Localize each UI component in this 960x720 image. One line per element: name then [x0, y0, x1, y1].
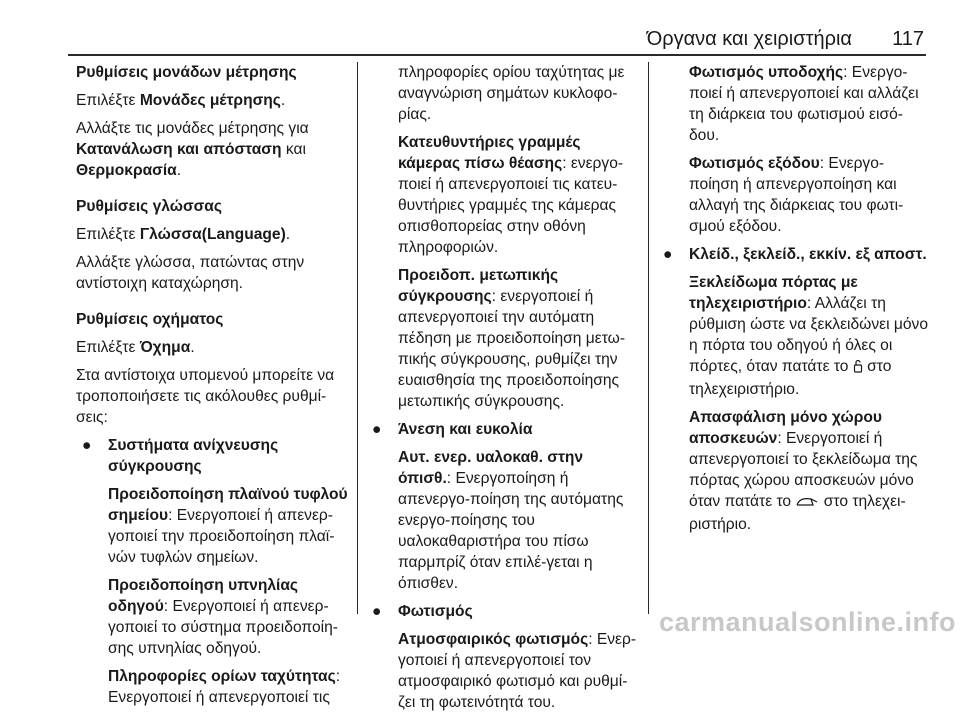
- column-1: [76, 62, 348, 715]
- item-forward-collision: Προειδοπ. μετωπικής σύγκρουσης: ενεργοποιεί ή απενεργοποιεί την αυτόματη πέδηση με προειδοποίηση μετω-πικής σύγκρουσης, ρυθμίζει την ευαισθησία της προειδοποίησης μετωπικής σύγκρουσης.: [398, 267, 626, 410]
- bullet-lighting: ● Φωτισμός: [372, 603, 473, 620]
- description-vehicle: Στα αντίστοιχα υπομενού μπορείτε να τροποποιήσετε τις ακόλουθες ρυθμί-σεις:: [76, 367, 335, 426]
- section-heading-vehicle: Ρυθμίσεις οχήματος: [76, 311, 224, 328]
- description-units: Αλλάξτε τις μονάδες μέτρησης για Κατανάλωση και απόσταση και Θερμοκρασία.: [76, 120, 309, 179]
- bullet-dot: ●: [663, 246, 673, 263]
- section-heading-units: Ρυθμίσεις μονάδων μέτρησης: [76, 64, 297, 81]
- item-drowsiness: Προειδοποίηση υπνηλίας οδηγού: Ενεργοποιεί ή απενερ-γοποιεί το σύστημα προειδοποίη-σης υπνηλίας οδηγού.: [108, 577, 338, 657]
- bullet-locking: ● Κλείδ., ξεκλείδ., εκκίν. εξ αποστ.: [663, 246, 927, 263]
- bullet-comfort: ● Άνεση και ευκολία: [372, 421, 533, 438]
- column-3: [657, 62, 929, 542]
- bullet-collision-systems: ● Συστήματα ανίχνευσης σύγκρουσης: [82, 437, 279, 475]
- instruction-vehicle: Επιλέξτε Όχημα.: [76, 339, 195, 356]
- header-title: Όργανα και χειριστήρια: [646, 28, 852, 50]
- item-remote-unlock: Ξεκλείδωμα πόρτας με τηλεχειριστήριο: Αλλάζει τη ρύθμιση ώστε να ξεκλειδώνει μόνο η πόρτα του οδηγού ή όλες οι πόρτες, όταν πατάτε το στο τηλεχειριστήριο.: [689, 274, 929, 398]
- item-exit-lighting: Φωτισμός εξόδου: Ενεργο-ποίηση ή απενεργοποίηση και αλλαγή της διάρκειας του φωτι-σμού εξόδου.: [689, 155, 904, 235]
- item-welcome-lighting: Φωτισμός υποδοχής: Ενεργο-ποιεί ή απενεργοποιεί και αλλάζει τη διάρκεια του φωτισμού εισό-δου.: [689, 64, 919, 144]
- bullet-dot: ●: [372, 603, 382, 620]
- page-number: 117: [892, 28, 924, 50]
- item-rear-camera-guidelines: Κατευθυντήριες γραμμές κάμερας πίσω θέασης: ενεργο-ποιεί ή απενεργοποιεί τις κατευ-θυντήριες γραμμές της κάμερας οπισθοπορείας στην οθόνη πληροφοριών.: [398, 134, 624, 256]
- section-heading-language: Ρυθμίσεις γλώσσας: [76, 198, 222, 215]
- instruction-units: Επιλέξτε Μονάδες μέτρησης.: [76, 92, 286, 109]
- tailgate-icon: [795, 493, 819, 514]
- column-2: [366, 62, 640, 720]
- column-divider-2: [648, 62, 649, 614]
- bullet-dot: ●: [372, 421, 382, 438]
- item-blind-spot: Προειδοποίηση πλαϊνού τυφλού σημείου: Ενεργοποιεί ή απενερ-γοποιεί την προειδοποίηση πλαϊ-νών τυφλών σημείων.: [108, 486, 348, 566]
- header-rule: [68, 54, 926, 56]
- watermark: carmanualsonline.info: [658, 607, 956, 637]
- bullet-dot: ●: [82, 437, 92, 454]
- instruction-language: Επιλέξτε Γλώσσα(Language).: [76, 226, 291, 243]
- unlock-icon: [853, 358, 863, 379]
- description-language: Αλλάξτε γλώσσα, πατώντας στην αντίστοιχη καταχώρηση.: [76, 254, 305, 292]
- column-divider-1: [357, 62, 358, 614]
- item-speed-limit-cont: πληροφορίες ορίου ταχύτητας με αναγνώριση σημάτων κυκλοφο-ρίας.: [398, 64, 625, 123]
- item-ambient-lighting: Ατμοσφαιρικός φωτισμός: Ενερ-γοποιεί ή απενεργοποιεί τον ατμοσφαιρικό φωτισμό και ρυθμί-ζει τη φωτεινότητά του.: [398, 631, 637, 711]
- item-speed-limit: Πληροφορίες ορίων ταχύτητας: Ενεργοποιεί ή απενεργοποιεί τις: [108, 668, 341, 706]
- page-header: [0, 0, 960, 54]
- item-tailgate-unlock: Απασφάλιση μόνο χώρου αποσκευών: Ενεργοποιεί ή απενεργοποιεί το ξεκλείδωμα της πόρτας χώρου αποσκευών μόνο όταν πατάτε το στο τηλεχει-ριστήριο.: [689, 409, 918, 533]
- item-rear-wiper: Αυτ. ενερ. υαλοκαθ. στην όπισθ.: Ενεργοποίηση ή απενεργο-ποίηση της αυτόματης ενεργο-ποίησης του υαλοκαθαριστήρα του πίσω παρμπρίζ όταν επιλέ-γεται η όπισθεν.: [398, 449, 624, 592]
